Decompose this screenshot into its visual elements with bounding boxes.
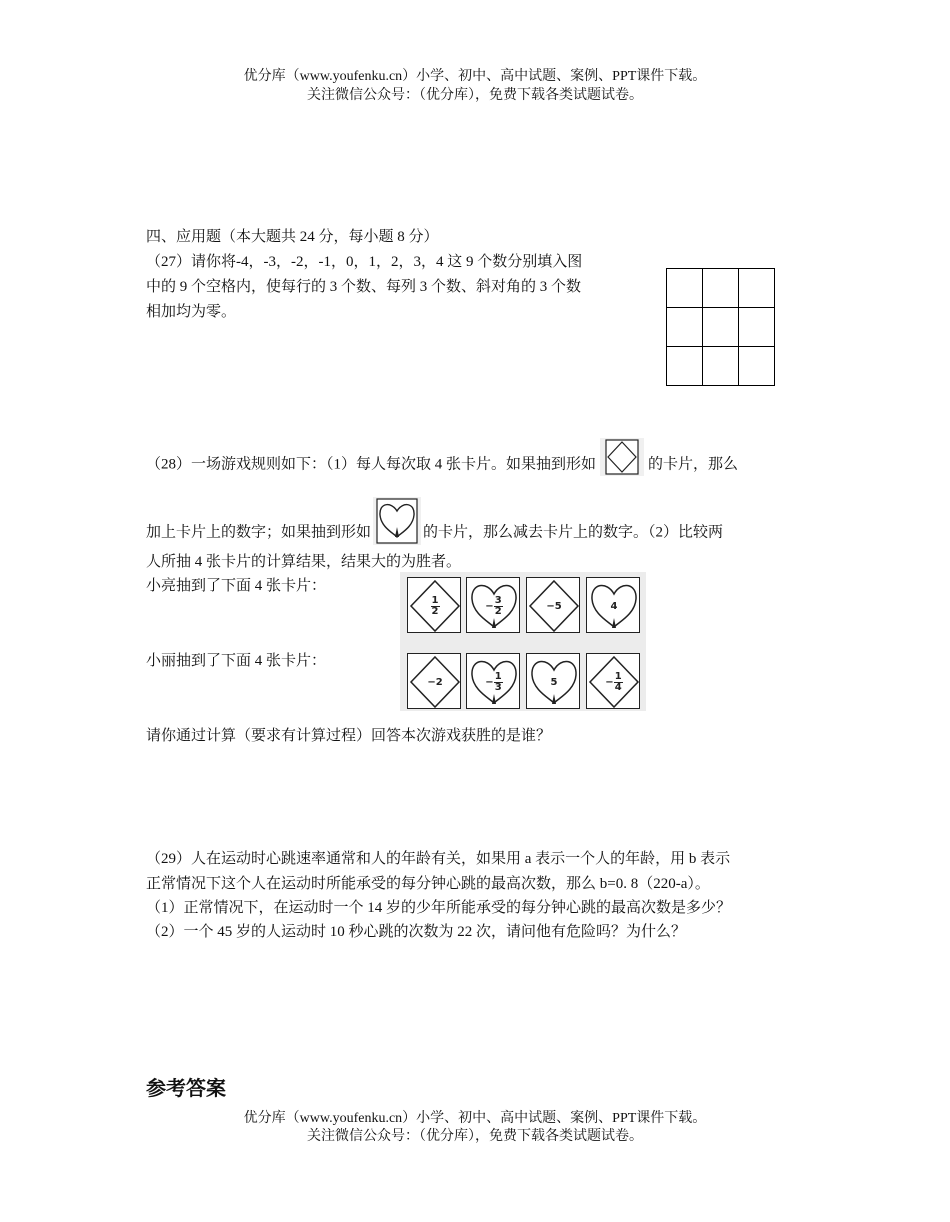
card-numerator: 1 [431,594,439,606]
card-diamond [407,577,461,633]
card-denominator: 3 [494,681,502,693]
q29-text-line1: （29）人在运动时心跳速率通常和人的年龄有关，如果用 a 表示一个人的年龄，用 b 表示 [146,851,731,867]
card-sign: − [485,676,494,688]
q28-line1-part2: 的卡片，那么 [648,456,739,473]
q29-text-line4: （2）一个 45 岁的人运动时 10 秒心跳的次数为 22 次，请问他有危险吗？为什么？ [146,924,687,940]
q27-text-line2: 中的 9 个空格内，使每行的 3 个数、每列 3 个数、斜对角的 3 个数 [146,279,582,295]
q29-text-line2: 正常情况下这个人在运动时所能承受的每分钟心跳的最高次数，那么 b=0. 8（220-a）。 [146,876,710,892]
grid-cell [739,347,775,386]
q28-text-line3: 人所抽 4 张卡片的计算结果，结果大的为胜者。 [146,554,462,570]
card-images-panel [400,572,646,711]
diamond-card-icon [600,438,644,476]
q28-text-line2 [146,509,723,557]
grid-cell [667,269,703,308]
card-diamond [407,653,461,709]
card-denominator: 2 [494,605,502,617]
card-sign: − [485,600,494,612]
card-numerator: 1 [614,670,622,682]
q29-text-line3: （1）正常情况下，在运动时一个 14 岁的少年所能承受的每分钟心跳的最高次数是多少？ [146,900,732,916]
xiaoliang-label: 小亮抽到了下面 4 张卡片： [146,578,327,594]
card-value: −2 [427,676,443,688]
grid-cell [739,308,775,347]
q28-text-line1 [146,446,738,484]
card-denominator: 2 [431,605,439,617]
page-header-line2: 关注微信公众号：（优分库），免费下载各类试题试卷。 [307,88,643,103]
grid-cell [703,347,739,386]
card-value: −5 [546,600,562,612]
grid-cell [739,269,775,308]
page-footer-line1: 优分库（www.youfenku.cn）小学、初中、高中试题、案例、PPT课件下载。 [243,1111,707,1126]
section-title: 四、应用题（本大题共 24 分，每小题 8 分） [146,229,439,245]
card-numerator: 1 [494,670,502,682]
grid-cell [703,308,739,347]
card-value: 4 [610,600,618,612]
grid-cell [667,308,703,347]
q28-question: 请你通过计算（要求有计算过程）回答本次游戏获胜的是谁？ [146,728,552,744]
card-sign: − [605,676,614,688]
card-diamond [586,653,640,709]
card-diamond [526,577,580,633]
card-heart [466,653,520,709]
card-heart [466,577,520,633]
grid-cell [703,269,739,308]
q27-text-line1: （27）请你将-4，-3，-2，-1，0，1，2，3，4 这 9 个数分别填入图 [146,254,583,270]
answer-title: 参考答案 [146,1076,226,1100]
card-denominator: 4 [614,681,622,693]
q27-text-line3: 相加均为零。 [146,304,237,320]
q27-magic-square-grid [666,268,775,386]
heart-card-icon [373,497,421,545]
grid-cell [667,347,703,386]
xiaoli-label: 小丽抽到了下面 4 张卡片： [146,653,327,669]
q28-line1-part1: （28）一场游戏规则如下：（1）每人每次取 4 张卡片。如果抽到形如 [146,456,597,473]
q28-line2-part1: 加上卡片上的数字；如果抽到形如 [146,524,372,541]
page-header-line1: 优分库（www.youfenku.cn）小学、初中、高中试题、案例、PPT课件下载。 [243,69,707,84]
card-heart [586,577,640,633]
card-heart [526,653,580,709]
page-footer-line2: 关注微信公众号：（优分库），免费下载各类试题试卷。 [307,1129,643,1144]
card-value: 5 [550,676,558,688]
q28-line2-part2: 的卡片，那么减去卡片上的数字。（2）比较两 [423,524,724,541]
card-numerator: 3 [494,594,502,606]
